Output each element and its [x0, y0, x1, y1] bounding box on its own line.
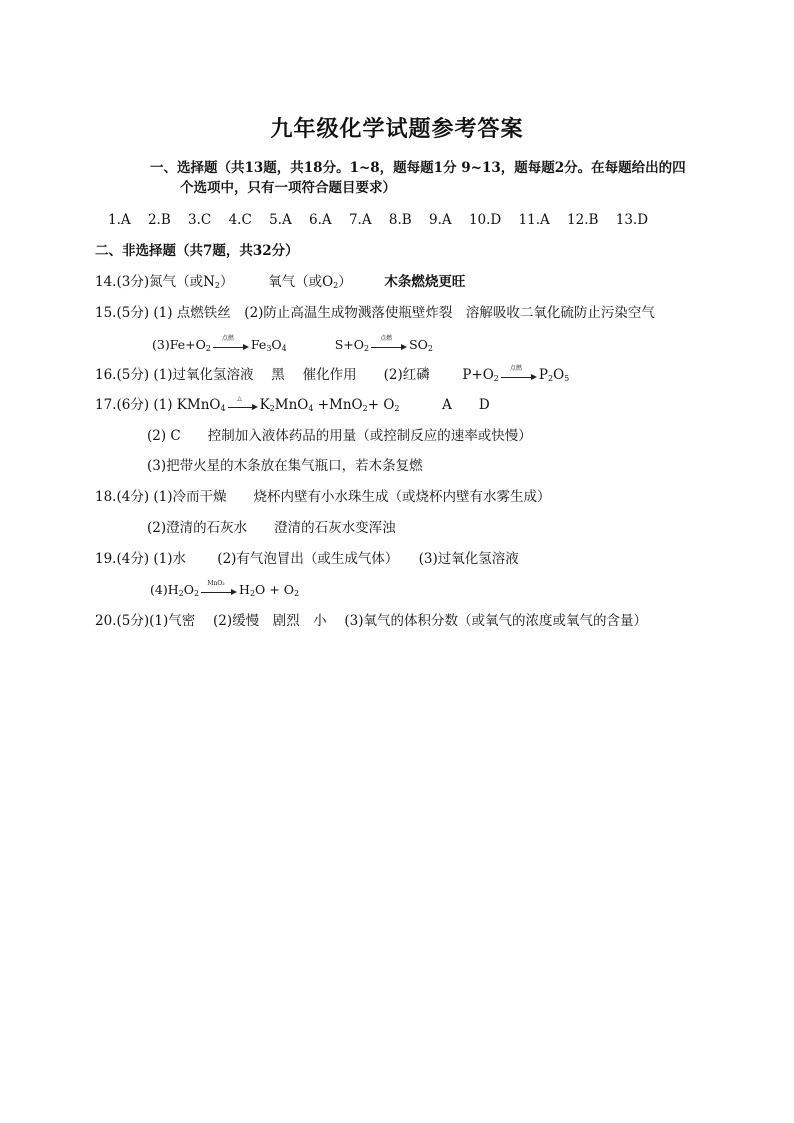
mcq-answer: 11.A — [518, 212, 550, 228]
reaction-arrow: MnO₂ — [201, 586, 237, 596]
question-20: 20.(5分)(1)气密 (2)缓慢 剧烈 小 (3)氧气的体积分数（或氧气的浓度或氧气的含量） — [95, 613, 648, 629]
question-19: 19.(4分) (1)水 (2)有气泡冒出（或生成气体） (3)过氧化氢溶液 — [95, 551, 519, 567]
page-title: 九年级化学试题参考答案 — [270, 116, 524, 142]
mcq-answer: 9.A — [429, 212, 452, 228]
question-15: 15.(5分) (1) 点燃铁丝 (2)防止高温生成物溅落使瓶壁炸裂 溶解吸收二氧化硫防止污染空气 — [95, 305, 655, 321]
mcq-answer: 10.D — [468, 212, 502, 228]
question-18-part2: (2)澄清的石灰水 澄清的石灰水变浑浊 — [147, 520, 396, 536]
question-18: 18.(4分) (1)冷而干燥 烧杯内壁有小水珠生成（或烧杯内壁有水雾生成） — [95, 489, 551, 505]
question-19-equation: $(4)H_2O_2$ MnO₂ $H_2O + O_2$ — [150, 579, 300, 598]
mcq-answer: 3.C — [188, 212, 212, 228]
question-14: 14.(3分)氮气（或$N_2$） 氧气（或$O_2$） 木条燃烧更旺 — [95, 274, 466, 290]
question-15-equations: $(3)Fe+O_2$ 点燃 $Fe_3O_4$ $S+O_2$ 点燃 $SO_2$ — [152, 334, 434, 353]
reaction-arrow: 点燃 — [501, 371, 537, 381]
reaction-arrow: 点燃 — [213, 341, 249, 351]
question-17-part3: (3)把带火星的木条放在集气瓶口，若木条复燃 — [147, 458, 423, 474]
question-16: 16.(5分) (1)过氧化氢溶液 黑 催化作用 (2)红磷 $P+O_2$ 点燃 $P_2O_5$ — [95, 364, 570, 383]
mcq-answer: 4.C — [228, 212, 252, 228]
question-17-part2: (2) C 控制加入液体药品的用量（或控制反应的速率或快慢） — [147, 428, 532, 444]
section1-heading-line1: 一、选择题（共13题，共18分。1~8，题每题1分 9~13，题每题2分。在每题给出的四 — [150, 160, 686, 176]
mcq-answer-row — [108, 210, 661, 230]
section1-heading-line2: 个选项中，只有一项符合题目要求） — [180, 180, 396, 196]
reaction-arrow: △ — [228, 401, 258, 411]
section2-heading: 二、非选择题（共7题，共32分） — [95, 243, 299, 259]
mcq-answer: 13.D — [615, 212, 649, 228]
mcq-answer: 2.B — [147, 212, 171, 228]
mcq-answer: 12.B — [567, 212, 599, 228]
mcq-answer: 7.A — [348, 212, 372, 228]
reaction-arrow: 点燃 — [371, 341, 407, 351]
mcq-answer: 8.B — [388, 212, 412, 228]
mcq-answer: 1.A — [108, 212, 131, 228]
mcq-answer: 5.A — [269, 212, 292, 228]
mcq-answer: 6.A — [309, 212, 332, 228]
question-17: 17.(6分) (1) KMnO$_4$ △ $K_2MnO_4 +MnO_2+ O_2$ A D — [95, 394, 490, 413]
